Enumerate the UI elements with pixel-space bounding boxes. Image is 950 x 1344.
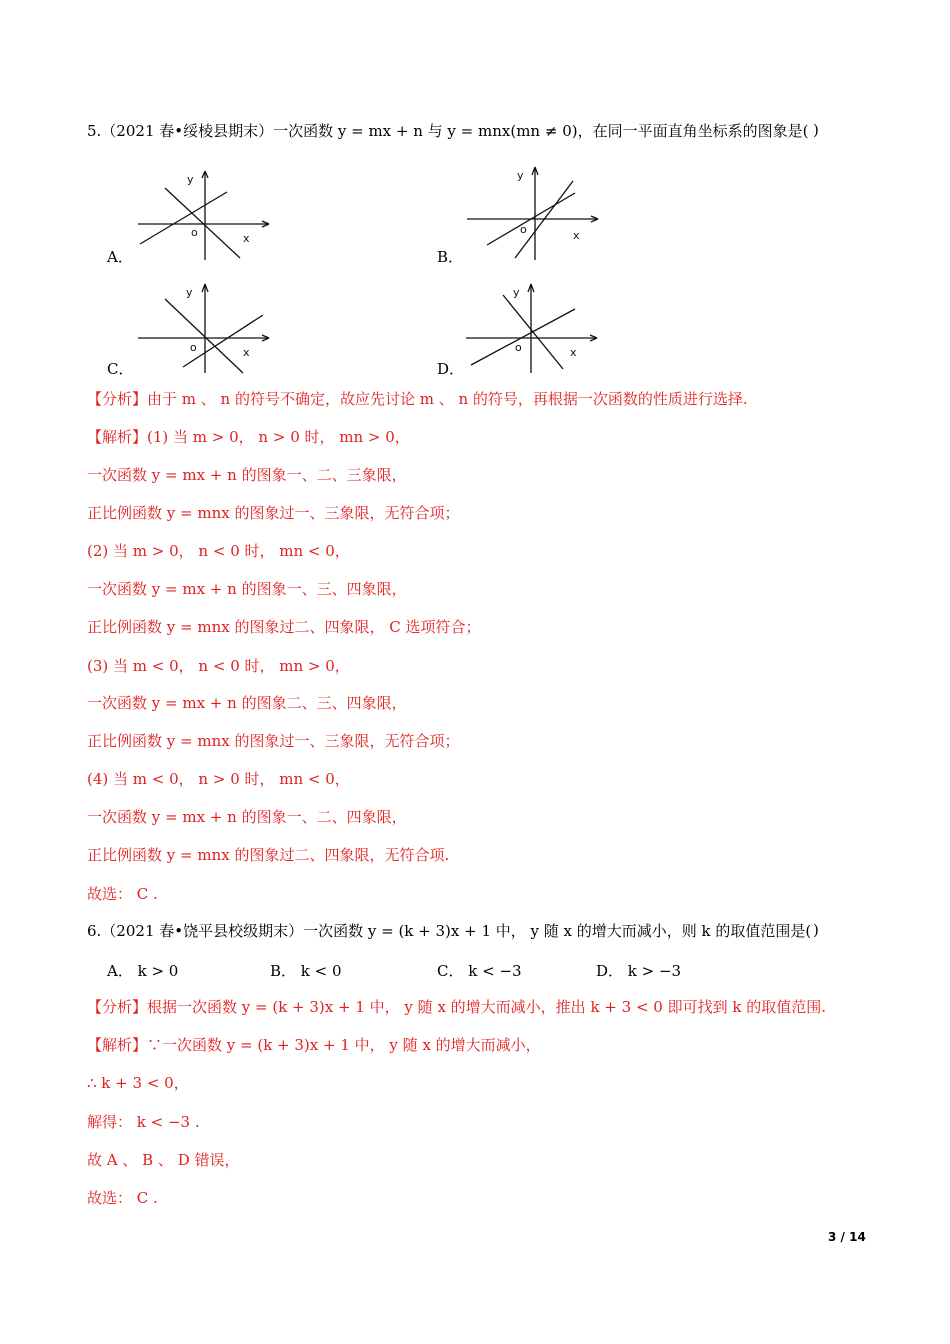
choice-a: A． k > 0	[107, 962, 179, 980]
q5-solution-case3: (3) 当 m < 0， n < 0 时， mn > 0，	[87, 657, 350, 675]
q6-solution-line: 解得： k < −3 .	[87, 1113, 200, 1131]
q5-solution-line: 一次函数 y = mx + n 的图象一、三、四象限，	[87, 580, 407, 598]
q5-answer: 故选： C .	[87, 885, 158, 903]
option-a-y-label: y	[187, 173, 194, 186]
option-c-x-label: x	[243, 346, 250, 359]
q6-answer: 故选： C .	[87, 1189, 158, 1207]
question-5-answer-paren: )	[813, 121, 819, 139]
option-d-y-label: y	[513, 286, 520, 299]
q5-solution-line: 一次函数 y = mx + n 的图象一、二、四象限，	[87, 808, 407, 826]
option-b-label: B．	[437, 248, 464, 266]
option-b-origin-label: o	[520, 223, 527, 236]
option-c-label: C．	[107, 360, 134, 378]
option-d-x-label: x	[570, 346, 577, 359]
q6-solution-line: 故 A 、 B 、 D 错误，	[87, 1151, 240, 1169]
option-b-x-label: x	[573, 229, 580, 242]
q6-solution-line: ∴ k + 3 < 0，	[87, 1074, 189, 1092]
option-d-graph	[463, 281, 603, 376]
option-c-graph	[135, 281, 275, 376]
q5-solution-line: 正比例函数 y = mnx 的图象过一、三象限，无符合项；	[87, 732, 460, 750]
question-6-stem: 6.（2021 春•饶平县校级期末）一次函数 y = (k + 3)x + 1 中， y 随 x 的增大而减小，则 k 的取值范围是(	[87, 922, 812, 940]
choice-c: C． k < −3	[437, 962, 522, 980]
q5-solution-line: 正比例函数 y = mnx 的图象过一、三象限，无符合项；	[87, 504, 460, 522]
choice-d: D． k > −3	[596, 962, 682, 980]
option-d-label: D．	[437, 360, 465, 378]
q5-solution-line: 一次函数 y = mx + n 的图象一、二、三象限，	[87, 466, 407, 484]
option-a-label: A．	[107, 248, 133, 266]
choice-b: B． k < 0	[270, 962, 342, 980]
question-5-stem: 5.（2021 春•绥棱县期末）一次函数 y = mx + n 与 y = mnx(mn ≠ 0)，在同一平面直角坐标系的图象是(	[87, 122, 809, 140]
q6-solution-line: 【解析】∵一次函数 y = (k + 3)x + 1 中， y 随 x 的增大而减小，	[87, 1036, 541, 1054]
option-a-x-label: x	[243, 232, 250, 245]
option-a-origin-label: o	[191, 226, 198, 239]
q5-solution-line: 一次函数 y = mx + n 的图象二、三、四象限，	[87, 694, 407, 712]
option-c-y-label: y	[186, 286, 193, 299]
option-a-graph	[135, 168, 275, 263]
question-6-answer-paren: )	[813, 921, 819, 939]
q5-solution-line: 正比例函数 y = mnx 的图象过二、四象限， C 选项符合；	[87, 618, 481, 636]
q5-solution-line: 正比例函数 y = mnx 的图象过二、四象限，无符合项.	[87, 846, 450, 864]
q5-analysis: 【分析】由于 m 、 n 的符号不确定，故应先讨论 m 、 n 的符号，再根据一次函数的性质进行选择.	[87, 390, 748, 408]
option-b-y-label: y	[517, 169, 524, 182]
option-b-graph	[465, 163, 605, 263]
page-number: 3 / 14	[828, 1230, 866, 1244]
option-c-origin-label: o	[190, 341, 197, 354]
option-d-origin-label: o	[515, 341, 522, 354]
q5-solution-case4: (4) 当 m < 0， n > 0 时， mn < 0，	[87, 770, 350, 788]
q6-analysis: 【分析】根据一次函数 y = (k + 3)x + 1 中， y 随 x 的增大而减小，推出 k + 3 < 0 即可找到 k 的取值范围.	[87, 998, 826, 1016]
q5-solution-case1: 【解析】(1) 当 m > 0， n > 0 时， mn > 0，	[87, 428, 410, 446]
q5-solution-case2: (2) 当 m > 0， n < 0 时， mn < 0，	[87, 542, 350, 560]
